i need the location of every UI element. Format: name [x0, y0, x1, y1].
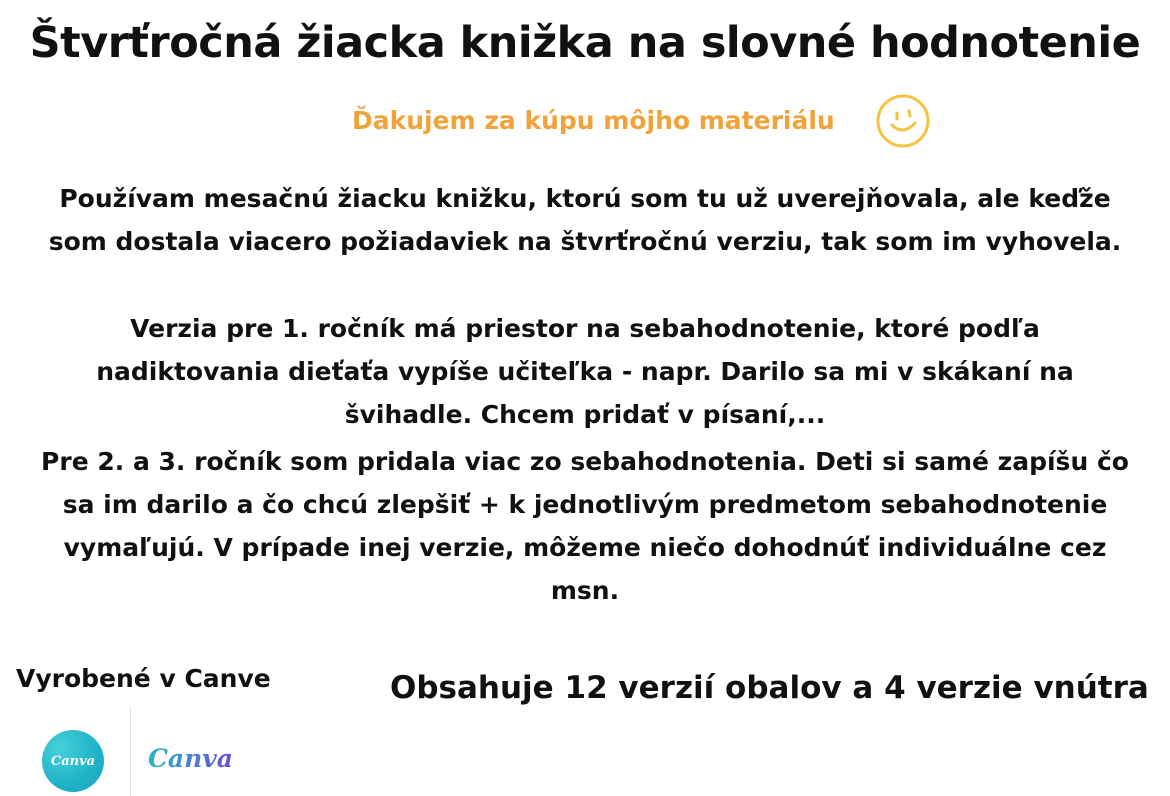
logo-divider [130, 706, 131, 796]
second-third-grade-paragraph: Pre 2. a 3. ročník som pridala viac zo sebahodnotenia. Deti si samé zapíšu čo sa im darilo a čo chcú zlepšiť + k jednotlivým predmetom sebahodnotenie vymaľujú. V prípade inej verzie, môžeme niečo dohodnúť individuálne cez msn. [41, 447, 1129, 605]
canva-logo-icon [42, 730, 104, 792]
made-in-canva-label: Vyrobené v Canve [16, 664, 271, 693]
contents-summary: Obsahuje 12 verzií obalov a 4 verzie vnútra [390, 670, 1149, 706]
page-title: Štvrťročná žiacka knižka na slovné hodnotenie [29, 18, 1141, 68]
canva-wordmark: Canva [148, 744, 233, 773]
intro-paragraph: Používam mesačnú žiacku knižku, ktorú som tu už uverejňovala, ale keďže som dostala viacero požiadaviek na štvrťročnú verziu, tak som im vyhovela. [48, 184, 1122, 256]
canva-badge-text: Canva [50, 753, 96, 769]
thanks-text: Ďakujem za kúpu môjho materiálu [352, 106, 835, 135]
first-grade-paragraph: Verzia pre 1. ročník má priestor na sebahodnotenie, ktoré podľa nadiktovania dieťaťa vypíše učiteľka - napr. Darilo sa mi v skákaní na švihadle. Chcem pridať v písaní,... [96, 314, 1074, 429]
thanks-row [0, 92, 1170, 152]
smiley-icon [874, 92, 932, 150]
